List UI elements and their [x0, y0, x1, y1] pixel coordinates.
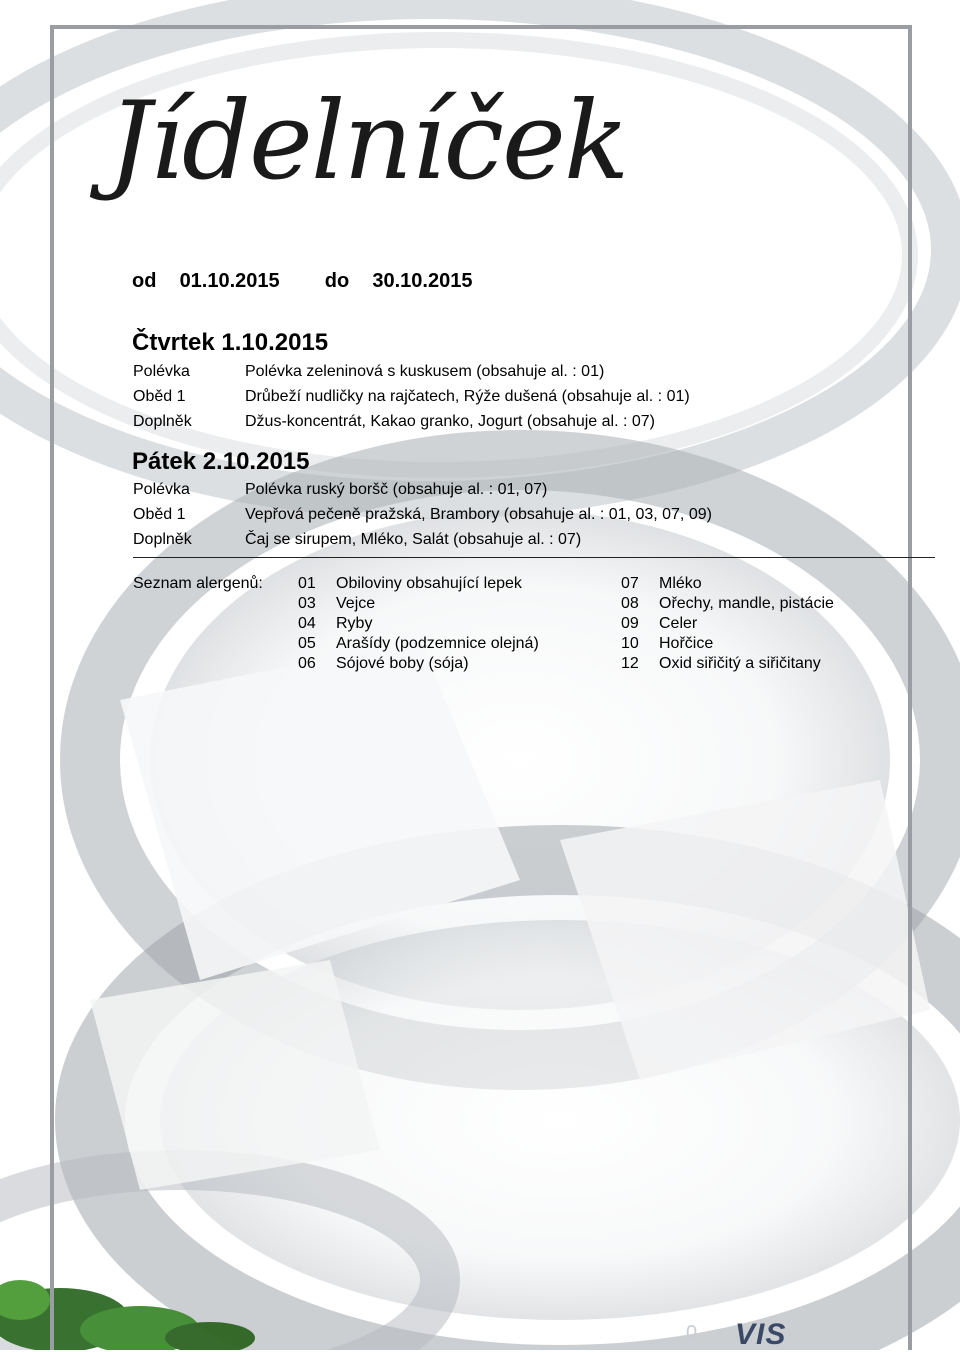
course-label: Polévka [133, 363, 190, 380]
allergen-name: Obiloviny obsahující lepek [336, 575, 522, 592]
allergen-name: Ryby [336, 615, 373, 632]
to-label: do [324, 270, 350, 292]
allergen-code: 12 [621, 655, 639, 672]
course-label: Polévka [133, 481, 190, 498]
course-label: Oběd 1 [133, 388, 186, 405]
meal-description: Vepřová pečeně pražská, Brambory (obsahuje al. : 01, 03, 07, 09) [245, 506, 712, 523]
allergen-name: Mléko [659, 575, 702, 592]
allergen-name: Hořčice [659, 635, 714, 652]
course-label: Doplněk [133, 531, 192, 548]
from-date: 01.10.2015 [179, 270, 280, 292]
allergen-list-title: Seznam alergenů: [133, 575, 263, 592]
allergen-code: 06 [298, 655, 316, 672]
faint-mark: 0 [686, 1322, 698, 1344]
allergen-code: 07 [621, 575, 639, 592]
course-label: Doplněk [133, 413, 192, 430]
allergen-code: 01 [298, 575, 316, 592]
allergen-name: Ořechy, mandle, pistácie [659, 595, 834, 612]
allergen-code: 09 [621, 615, 639, 632]
day-heading: Čtvrtek 1.10.2015 [132, 329, 329, 356]
allergen-code: 03 [298, 595, 316, 612]
meal-description: Drůbeží nudličky na rajčatech, Rýže dušená (obsahuje al. : 01) [245, 388, 690, 405]
meal-description: Polévka ruský boršč (obsahuje al. : 01, 07) [245, 481, 548, 498]
page-frame [50, 25, 912, 1350]
date-range [132, 270, 472, 293]
course-label: Oběd 1 [133, 506, 186, 523]
from-label: od [132, 270, 157, 292]
meal-description: Čaj se sirupem, Mléko, Salát (obsahuje al. : 07) [245, 531, 582, 548]
allergen-name: Oxid siřičitý a siřičitany [659, 655, 821, 672]
section-divider [133, 557, 935, 558]
page-title: Jídelníček [108, 79, 628, 204]
allergen-name: Vejce [336, 595, 376, 612]
to-date: 30.10.2015 [372, 270, 473, 292]
allergen-code: 10 [621, 635, 639, 652]
logo-text: VIS [735, 1318, 787, 1351]
allergen-name: Sójové boby (sója) [336, 655, 469, 672]
day-heading: Pátek 2.10.2015 [132, 448, 310, 475]
allergen-code: 05 [298, 635, 316, 652]
allergen-name: Celer [659, 615, 698, 632]
meal-description: Polévka zeleninová s kuskusem (obsahuje al. : 01) [245, 363, 605, 380]
allergen-code: 08 [621, 595, 639, 612]
meal-description: Džus-koncentrát, Kakao granko, Jogurt (obsahuje al. : 07) [245, 413, 655, 430]
allergen-code: 04 [298, 615, 316, 632]
allergen-name: Arašídy (podzemnice olejná) [336, 635, 539, 652]
company-logo [735, 1318, 786, 1352]
